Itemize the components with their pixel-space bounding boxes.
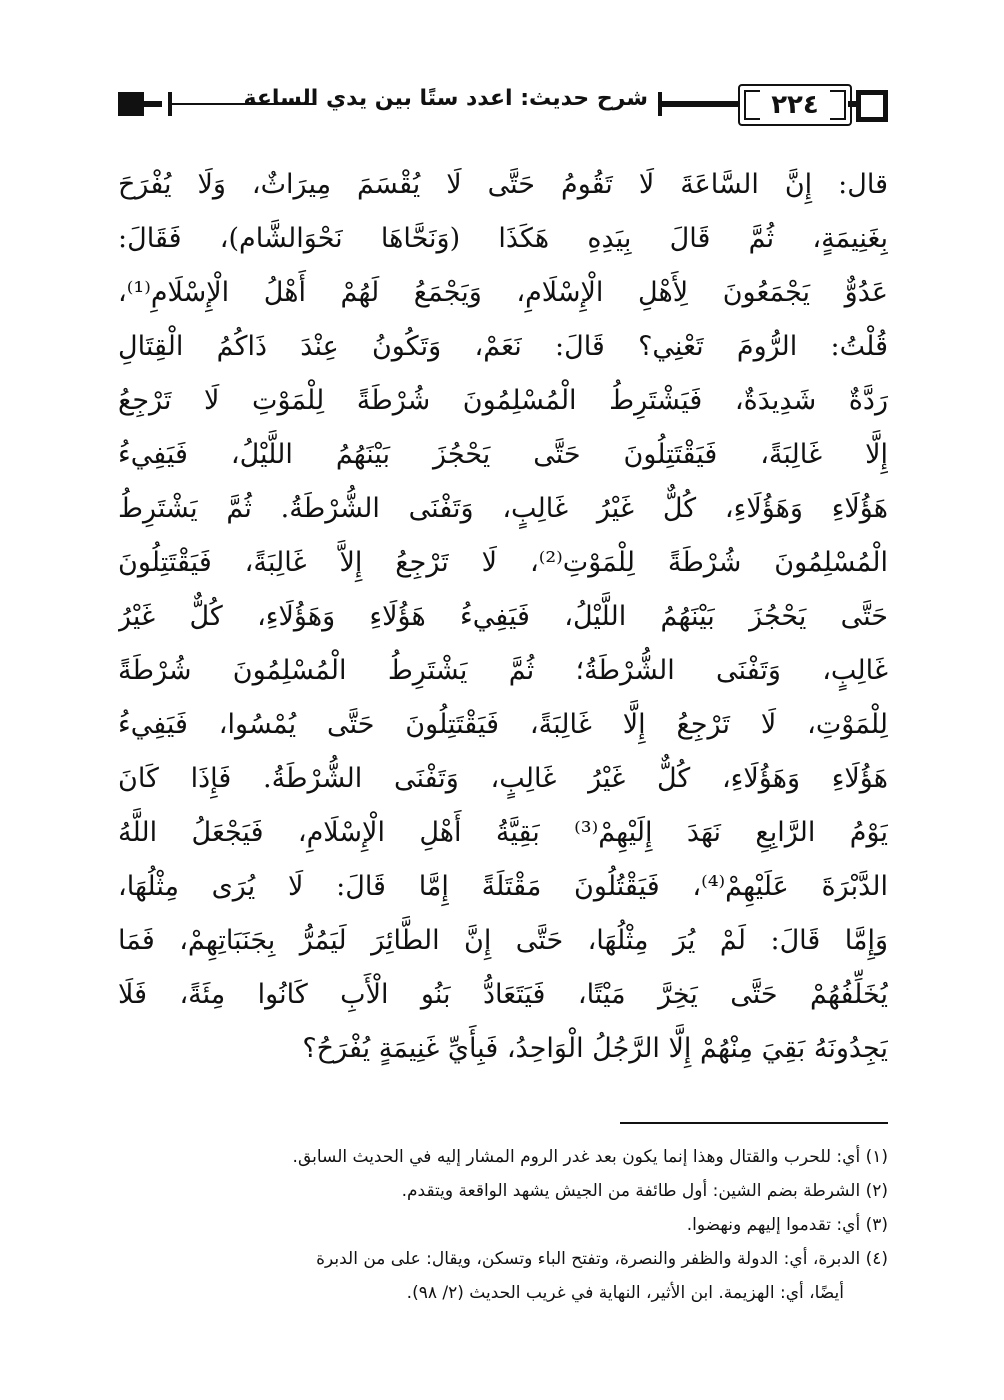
footnote-3: (٣) أي: تقدموا إليهم ونهضوا. — [686, 1215, 888, 1235]
text-line: هَؤُلَاءِ وَهَؤُلَاءِ، كُلٌّ غَيْرُ غَالِبٍ، وَتَفْنَى الشُّرْطَةُ. ثُمَّ يَشْتَرِطُ — [118, 493, 888, 524]
page-number-box — [738, 84, 852, 126]
text-line: غَالِبٍ، وَتَفْنَى الشُّرْطَةُ؛ ثُمَّ يَشْتَرِطُ الْمُسْلِمُونَ شُرْطَةً — [118, 655, 888, 686]
footnote-4-continued: أيضًا، أي: الهزيمة. ابن الأثير، النهاية في غريب الحديث (٢/ ٩٨). — [406, 1283, 844, 1303]
main-text — [118, 158, 888, 1076]
footnote-4: (٤) الدبرة، أي: الدولة والظفر والنصرة، وتفتح الباء وتسكن، ويقال: على من الدبرة — [316, 1249, 888, 1269]
footnotes — [118, 1140, 888, 1310]
text-line: بِغَنِيمَةٍ، ثُمَّ قَالَ بِيَدِهِ هَكَذَا (وَنَحَّاهَا نَحْوَالشَّام)، فَقَالَ: — [118, 223, 888, 254]
running-title: شرح حديث: اعدد ستًا بين يدي الساعة — [314, 86, 654, 111]
footnote-2: (٢) الشرطة بضم الشين: أول طائفة من الجيش يشهد الواقعة ويتقدم. — [401, 1181, 888, 1201]
text-line: وَإِمَّا قَالَ: لَمْ يُرَ مِثْلُهَا، حَتَّى إِنَّ الطَّائِرَ لَيَمُرُّ بِجَنَبَاتِهِمْ، فَمَا — [118, 925, 888, 956]
text-line: يَوْمُ الرَّابِعِ نَهَدَ إِلَيْهِمْ⁽³⁾ بَقِيَّةُ أَهْلِ الْإِسْلَامِ، فَيَجْعَلُ اللَّهُ — [118, 817, 888, 848]
text-line: يُخَلِّفُهُمْ حَتَّى يَخِرَّ مَيْتًا، فَيَتَعَادُّ بَنُو الْأَبِ كَانُوا مِئَةً، فَلَا — [118, 979, 888, 1010]
text-line: هَؤُلَاءِ وَهَؤُلَاءِ، كُلٌّ غَيْرُ غَالِبٍ، وَتَفْنَى الشُّرْطَةُ. فَإِذَا كَانَ — [118, 763, 888, 794]
text-line: رَدَّةٌ شَدِيدَةٌ، فَيَشْتَرِطُ الْمُسْلِمُونَ شُرْطَةً لِلْمَوْتِ لَا تَرْجِعُ — [118, 385, 888, 416]
text-line: الْمُسْلِمُونَ شُرْطَةً لِلْمَوْتِ⁽²⁾، لَا تَرْجِعُ إِلاَّ غَالِبَةً، فَيَقْتَتِلُونَ — [118, 547, 888, 578]
text-line: عَدُوٌّ يَجْمَعُونَ لِأَهْلِ الْإِسْلَامِ، وَيَجْمَعُ لَهُمْ أَهْلُ الْإِسْلَامِ⁽¹⁾، — [118, 277, 888, 308]
header-rule-segment — [662, 101, 738, 107]
page-header — [118, 84, 888, 124]
footnote-separator — [620, 1122, 888, 1124]
text-line: الدَّبْرَةَ عَلَيْهِمْ⁽⁴⁾، فَيَقْتُلُونَ مَقْتَلَةً إِمَّا قَالَ: لَا يُرَى مِثْلُهَا، — [118, 871, 888, 902]
header-ornament-right-square — [856, 90, 888, 122]
text-line: قُلْتُ: الرُّومَ تَعْنِي؟ قَالَ: نَعَمْ، وَتَكُونُ عِنْدَ ذَاكُمُ الْقِتَالِ — [118, 331, 888, 362]
text-line: حَتَّى يَحْجُزَ بَيْنَهُمُ اللَّيْلُ، فَيَفِيءُ هَؤُلَاءِ وَهَؤُلَاءِ، كُلٌّ غَيْرُ — [118, 601, 888, 632]
page-number: ٢٢٤ — [771, 90, 819, 120]
text-line: قال: إِنَّ السَّاعَةَ لَا تَقُومُ حَتَّى لَا يُقْسَمَ مِيرَاثٌ، وَلَا يُفْرَحَ — [118, 169, 888, 200]
text-line: لِلْمَوْتِ، لَا تَرْجِعُ إِلَّا غَالِبَةً، فَيَقْتَتِلُونَ حَتَّى يُمْسُوا، فَيَفِيءُ — [118, 709, 888, 740]
text-line: يَجِدُونَهُ بَقِيَ مِنْهُمْ إِلَّا الرَّجُلُ الْوَاحِدُ، فَبِأَيِّ غَنِيمَةٍ يُفْرَحُ؟ — [302, 1033, 888, 1064]
header-rule-segment — [144, 101, 162, 107]
header-ornament-left-square — [118, 92, 144, 116]
text-line: إِلَّا غَالِبَةً، فَيَقْتَتِلُونَ حَتَّى يَحْجُزَ بَيْنَهُمُ اللَّيْلُ، فَيَفِيءُ — [118, 439, 888, 470]
footnote-1: (١) أي: للحرب والقتال وهذا إنما يكون بعد غدر الروم المشار إليه في الحديث السابق. — [292, 1147, 888, 1167]
